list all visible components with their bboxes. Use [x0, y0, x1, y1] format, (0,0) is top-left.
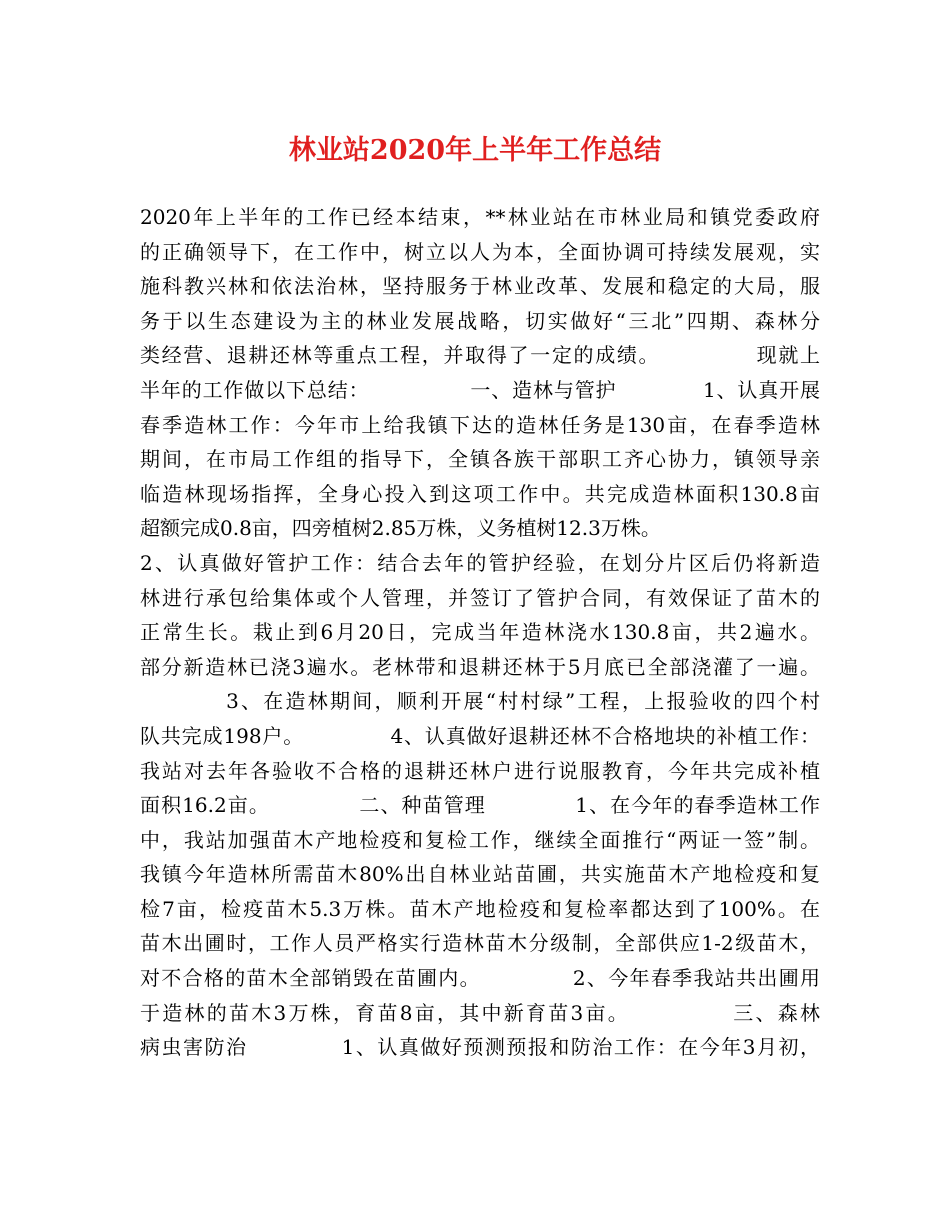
body-line: 部分新造林已浇3遍水。老林带和退耕还林于5月底已全部浇灌了一遍。 — [140, 654, 820, 679]
body-line: 临造林现场指挥，全身心投入到这项工作中。共完成造林面积130.8亩 — [140, 481, 820, 506]
body-line: 施科教兴林和依法治林，坚持服务于林业改革、发展和稳定的大局，服 — [140, 274, 820, 299]
body-line: 于造林的苗木3万株，育苗8亩，其中新育苗3亩。 三、森林 — [140, 1000, 820, 1025]
body-line: 超额完成0.8亩，四旁植树2.85万株，义务植树12.3万株。 — [140, 516, 661, 541]
body-line: 苗木出圃时，工作人员严格实行造林苗木分级制，全部供应1-2级苗木， — [140, 931, 820, 956]
body-line: 2、认真做好管护工作：结合去年的管护经验，在划分片区后仍将新造 — [140, 550, 820, 575]
body-line: 3、在造林期间，顺利开展“村村绿”工程，上报验收的四个村 — [140, 689, 820, 714]
body-line: 正常生长。栽止到6月20日，完成当年造林浇水130.8亩，共2遍水。 — [140, 620, 820, 645]
body-line: 务于以生态建设为主的林业发展战略，切实做好“三北”四期、森林分 — [140, 308, 820, 333]
body-line: 面积16.2亩。 二、种苗管理 1、在今年的春季造林工作 — [140, 793, 820, 818]
body-line: 我镇今年造林所需苗木80%出自林业站苗圃，共实施苗木产地检疫和复 — [140, 862, 820, 887]
body-line: 林进行承包给集体或个人管理，并签订了管护合同，有效保证了苗木的 — [140, 585, 820, 610]
body-line: 病虫害防治 1、认真做好预测预报和防治工作：在今年3月初， — [140, 1035, 820, 1060]
body-line: 期间，在市局工作组的指导下，全镇各族干部职工齐心协力，镇领导亲 — [140, 447, 820, 472]
body-line: 我站对去年各验收不合格的退耕还林户进行说服教育，今年共完成补植 — [140, 758, 820, 783]
body-line: 2020年上半年的工作已经本结束，**林业站在市林业局和镇党委政府 — [140, 205, 820, 229]
document-body — [140, 200, 820, 1065]
body-line: 对不合格的苗木全部销毁在苗圃内。 2、今年春季我站共出圃用 — [140, 966, 820, 991]
document-title: 林业站2020年上半年工作总结 — [288, 135, 662, 166]
body-line: 春季造林工作：今年市上给我镇下达的造林任务是130亩，在春季造林 — [140, 412, 820, 437]
body-line: 队共完成198户。 4、认真做好退耕还林不合格地块的补植工作： — [140, 723, 820, 748]
body-line: 的正确领导下，在工作中，树立以人为本，全面协调可持续发展观，实 — [140, 239, 820, 264]
body-line: 类经营、退耕还林等重点工程，并取得了一定的成绩。 现就上 — [140, 343, 820, 368]
body-line: 检7亩，检疫苗木5.3万株。苗木产地检疫和复检率都达到了100%。在 — [140, 896, 820, 921]
body-line: 半年的工作做以下总结： 一、造林与管护 1、认真开展 — [140, 377, 820, 402]
body-line: 中，我站加强苗木产地检疫和复检工作，继续全面推行“两证一签”制。 — [140, 827, 820, 852]
